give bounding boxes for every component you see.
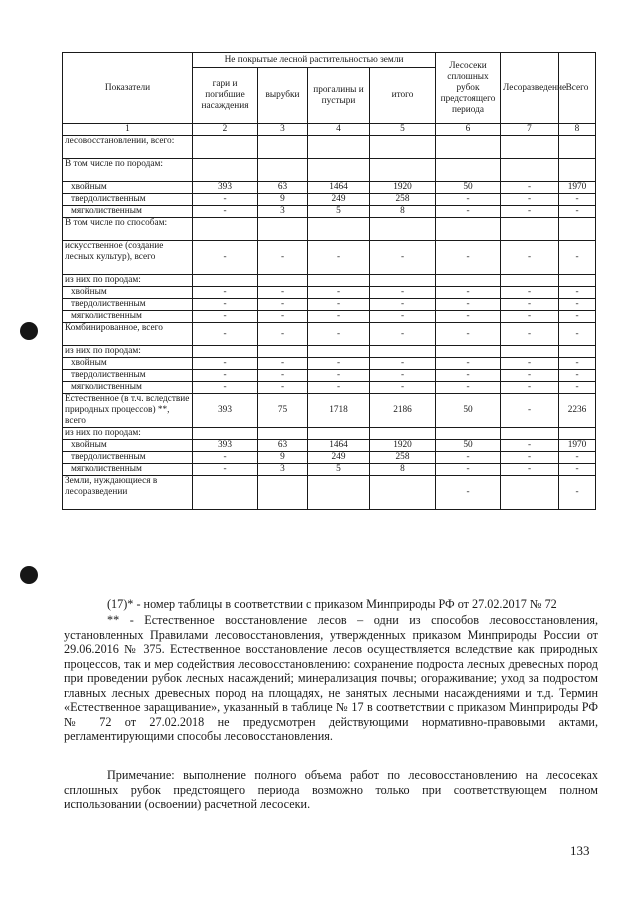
table-cell [501, 136, 559, 159]
table-cell [193, 218, 258, 241]
table-cell: - [436, 206, 501, 218]
table-cell: - [559, 382, 596, 394]
table-cell: - [559, 311, 596, 323]
table-cell [436, 346, 501, 358]
table-cell [501, 476, 559, 510]
row-label: из них по породам: [63, 346, 193, 358]
table-cell: - [559, 194, 596, 206]
row-label: Естественное (в т.ч. вследствие природных процессов) **, всего [63, 394, 193, 428]
table-cell: - [436, 311, 501, 323]
table-cell [501, 218, 559, 241]
reforestation-table-wrapper [62, 52, 595, 510]
page-number: 133 [570, 843, 590, 858]
table-cell: - [193, 358, 258, 370]
table-cell [308, 159, 370, 182]
table-cell: 258 [370, 452, 436, 464]
table-cell [436, 275, 501, 287]
table-cell: - [559, 452, 596, 464]
row-label: твердолиственным [63, 194, 193, 206]
header-indicators: Показатели [63, 53, 193, 124]
table-cell: 3 [258, 206, 308, 218]
footnote-natural-regeneration [64, 613, 598, 744]
table-cell: - [193, 194, 258, 206]
table-cell: - [559, 464, 596, 476]
header-not-covered-group: Не покрытые лесной растительностью земли [193, 53, 436, 68]
table-cell: - [308, 241, 370, 275]
table-cell: - [193, 299, 258, 311]
table-cell: - [436, 194, 501, 206]
table-cell: - [370, 382, 436, 394]
table-cell [370, 136, 436, 159]
table-cell: - [559, 323, 596, 346]
table-cell: 5 [308, 206, 370, 218]
table-cell [258, 346, 308, 358]
table-cell: - [258, 299, 308, 311]
column-number: 6 [436, 124, 501, 136]
footnote-table-reference-text: (17)* - номер таблицы в соответствии с приказом Минприроды РФ от 27.02.2017 № 72 [107, 597, 557, 611]
header-grand-total: Всего [559, 53, 596, 124]
table-cell: 2236 [559, 394, 596, 428]
table-cell: - [193, 464, 258, 476]
row-label: из них по породам: [63, 275, 193, 287]
table-row [63, 476, 596, 510]
row-label: твердолиственным [63, 299, 193, 311]
table-cell: - [501, 464, 559, 476]
column-number: 3 [258, 124, 308, 136]
row-label: твердолиственным [63, 370, 193, 382]
row-label: мягколиственным [63, 206, 193, 218]
table-cell: 75 [258, 394, 308, 428]
table-cell: - [308, 382, 370, 394]
table-row [63, 440, 596, 452]
table-cell: - [559, 358, 596, 370]
header-forest-breeding: Лесоразведение [501, 53, 559, 124]
note-text: Примечание: выполнение полного объема работ по лесовосстановлению на лесосеках сплошных рубок предстоящего периода возможно только при соответствующем полном использовании (освоении) расчетной лесосеки. [64, 768, 598, 811]
column-number-row [63, 124, 596, 136]
table-cell: 249 [308, 452, 370, 464]
table-cell: 63 [258, 440, 308, 452]
table-cell: 50 [436, 182, 501, 194]
table-cell [370, 428, 436, 440]
table-cell [258, 136, 308, 159]
table-cell: - [501, 311, 559, 323]
table-row [63, 311, 596, 323]
row-label: лесовосстановлении, всего: [63, 136, 193, 159]
table-cell: - [501, 440, 559, 452]
table-cell: - [370, 311, 436, 323]
table-cell: - [193, 311, 258, 323]
header-cutting-areas: Лесосеки сплошных рубок предстоящего периода [436, 53, 501, 124]
table-cell: - [258, 382, 308, 394]
table-cell: - [258, 241, 308, 275]
table-cell [370, 346, 436, 358]
table-cell: 9 [258, 194, 308, 206]
table-row [63, 159, 596, 182]
header-glades: прогалины и пустыри [308, 68, 370, 124]
table-cell: - [370, 370, 436, 382]
table-cell: - [501, 182, 559, 194]
table-cell: - [193, 370, 258, 382]
row-label: мягколиственным [63, 382, 193, 394]
table-cell [436, 428, 501, 440]
column-number: 2 [193, 124, 258, 136]
header-clearings: вырубки [258, 68, 308, 124]
table-cell: - [501, 323, 559, 346]
table-cell: - [370, 323, 436, 346]
table-cell: - [436, 241, 501, 275]
table-cell: - [559, 299, 596, 311]
table-cell: 1970 [559, 182, 596, 194]
table-cell: - [258, 287, 308, 299]
footnote-natural-regeneration-text: ** - Естественное восстановление лесов – одни из способов лесовосстановления, установленных Правилами лесовосстановления, утвержденных приказом Минприроды России от 29.06.2016 № 375. Естественное восстановление лесов осуществляется вследствие как природных процессов, так и мер содействия лесовосстановлению: сохранение подроста лесных древесных пород при проведении рубок лесных насаждений; минерализация почвы; огораживание; уход за подростом главных лесных древесных пород на площадях, не занятых лесными насаждениями и т.д. Термин «Естественное заращивание», указанный в таблице № 17 в соответствии с приказом Минприроды РФ № 72 от 27.02.2018 не предусмотрен действующими нормативно-правовыми актами, регламентирующими способы лесовосстановления. [64, 613, 598, 743]
table-cell: 1464 [308, 440, 370, 452]
table-row [63, 323, 596, 346]
table-cell: - [370, 241, 436, 275]
table-cell: 1920 [370, 182, 436, 194]
table-cell: - [193, 287, 258, 299]
header-burned: гари и погибшие насаждения [193, 68, 258, 124]
table-cell: - [258, 370, 308, 382]
table-row [63, 182, 596, 194]
table-cell: - [308, 323, 370, 346]
table-cell: - [501, 241, 559, 275]
table-cell [308, 136, 370, 159]
table-row [63, 358, 596, 370]
table-cell: 2186 [370, 394, 436, 428]
punch-hole-bottom [20, 566, 38, 584]
table-cell: 1464 [308, 182, 370, 194]
table-cell: - [559, 476, 596, 510]
table-cell: - [308, 370, 370, 382]
table-cell [308, 476, 370, 510]
table-row [63, 241, 596, 275]
table-cell [559, 218, 596, 241]
table-cell: 50 [436, 394, 501, 428]
table-cell [436, 159, 501, 182]
table-cell: - [370, 299, 436, 311]
table-row [63, 382, 596, 394]
table-cell: 8 [370, 206, 436, 218]
row-label: Комбинированное, всего [63, 323, 193, 346]
table-cell: - [436, 287, 501, 299]
table-cell: - [436, 358, 501, 370]
row-label: мягколиственным [63, 464, 193, 476]
table-cell: - [436, 299, 501, 311]
punch-hole-top [20, 322, 38, 340]
table-cell: - [193, 323, 258, 346]
row-label: Земли, нуждающиеся в лесоразведении [63, 476, 193, 510]
table-cell [370, 159, 436, 182]
table-cell: - [193, 452, 258, 464]
column-number: 4 [308, 124, 370, 136]
table-row [63, 394, 596, 428]
table-row [63, 275, 596, 287]
table-cell [501, 428, 559, 440]
table-row [63, 194, 596, 206]
table-cell [193, 476, 258, 510]
table-row [63, 428, 596, 440]
table-cell: 8 [370, 464, 436, 476]
table-cell [193, 159, 258, 182]
table-cell: - [308, 287, 370, 299]
table-cell [436, 218, 501, 241]
table-row [63, 287, 596, 299]
table-row [63, 346, 596, 358]
table-cell [193, 428, 258, 440]
table-cell: - [501, 394, 559, 428]
row-label: хвойным [63, 182, 193, 194]
table-cell [501, 159, 559, 182]
table-cell: - [308, 311, 370, 323]
table-cell: - [436, 476, 501, 510]
table-cell [559, 428, 596, 440]
table-cell [370, 275, 436, 287]
table-cell: 393 [193, 440, 258, 452]
table-cell: - [436, 382, 501, 394]
table-cell [258, 275, 308, 287]
table-cell [258, 476, 308, 510]
table-cell: 393 [193, 182, 258, 194]
row-label: мягколиственным [63, 311, 193, 323]
column-number: 8 [559, 124, 596, 136]
row-label: хвойным [63, 287, 193, 299]
table-cell [308, 218, 370, 241]
column-number: 7 [501, 124, 559, 136]
table-cell [193, 136, 258, 159]
note-paragraph [64, 768, 598, 812]
table-cell [308, 346, 370, 358]
table-row [63, 370, 596, 382]
table-cell: - [501, 370, 559, 382]
row-label: хвойным [63, 440, 193, 452]
table-cell: - [308, 299, 370, 311]
table-row [63, 452, 596, 464]
table-cell: - [436, 323, 501, 346]
table-cell: - [258, 323, 308, 346]
row-label: из них по породам: [63, 428, 193, 440]
table-cell: - [559, 241, 596, 275]
table-cell [559, 136, 596, 159]
table-cell: - [436, 370, 501, 382]
table-cell: - [501, 287, 559, 299]
table-row [63, 464, 596, 476]
table-cell [193, 346, 258, 358]
row-label: хвойным [63, 358, 193, 370]
table-cell: - [501, 194, 559, 206]
table-cell: 63 [258, 182, 308, 194]
table-cell [258, 218, 308, 241]
table-cell [193, 275, 258, 287]
table-cell [559, 346, 596, 358]
table-cell [308, 428, 370, 440]
table-cell [370, 218, 436, 241]
footnote-table-reference [64, 597, 598, 612]
table-cell [370, 476, 436, 510]
table-cell: - [193, 241, 258, 275]
table-row [63, 299, 596, 311]
table-cell: - [370, 287, 436, 299]
table-cell: - [559, 287, 596, 299]
table-row [63, 206, 596, 218]
table-cell: 393 [193, 394, 258, 428]
table-cell [559, 159, 596, 182]
header-total: итого [370, 68, 436, 124]
table-cell [501, 275, 559, 287]
table-cell [436, 136, 501, 159]
table-cell [559, 275, 596, 287]
reforestation-table [62, 52, 596, 510]
table-cell: 3 [258, 464, 308, 476]
table-cell: 1718 [308, 394, 370, 428]
table-cell: - [258, 358, 308, 370]
column-number: 5 [370, 124, 436, 136]
row-label: В том числе по способам: [63, 218, 193, 241]
table-cell [501, 346, 559, 358]
table-row [63, 136, 596, 159]
table-cell: 5 [308, 464, 370, 476]
table-cell: - [258, 311, 308, 323]
table-cell [308, 275, 370, 287]
table-cell: - [193, 382, 258, 394]
table-cell: - [501, 299, 559, 311]
column-number: 1 [63, 124, 193, 136]
table-cell: - [501, 206, 559, 218]
table-cell: 9 [258, 452, 308, 464]
table-cell: - [501, 382, 559, 394]
table-cell [258, 159, 308, 182]
table-cell: 50 [436, 440, 501, 452]
table-cell: 1970 [559, 440, 596, 452]
table-cell: - [559, 370, 596, 382]
table-cell: - [501, 452, 559, 464]
table-cell: 1920 [370, 440, 436, 452]
table-body [63, 136, 596, 510]
table-cell: - [436, 464, 501, 476]
table-cell: 258 [370, 194, 436, 206]
table-cell: - [501, 358, 559, 370]
table-cell: - [193, 206, 258, 218]
table-row [63, 218, 596, 241]
table-cell [258, 428, 308, 440]
table-cell: - [436, 452, 501, 464]
table-cell: - [559, 206, 596, 218]
row-label: В том числе по породам: [63, 159, 193, 182]
table-cell: 249 [308, 194, 370, 206]
table-cell: - [308, 358, 370, 370]
table-cell: - [370, 358, 436, 370]
row-label: твердолиственным [63, 452, 193, 464]
row-label: искусственное (создание лесных культур), всего [63, 241, 193, 275]
